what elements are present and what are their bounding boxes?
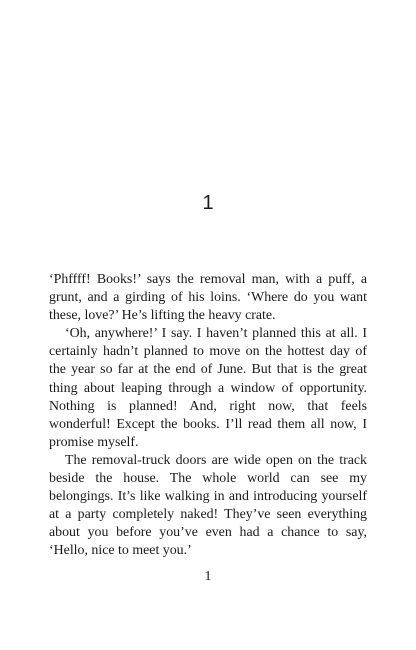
paragraph-2: ‘Oh, anywhere!’ I say. I haven’t planned this at all. I certainly hadn’t planned to move on the hottest day of the year so far at the end of June. But that is the great thing about leaping through a window of opportunity. Nothing is planned! And, right now, that feels wonderful! Except the books. I’ll read them all now, I promise myself. bbox=[49, 326, 367, 450]
chapter-number: 1 bbox=[202, 192, 214, 214]
chapter-body bbox=[49, 271, 367, 561]
page-number: 1 bbox=[204, 569, 212, 584]
paragraph-3: The removal-truck doors are wide open on the track beside the house. The whole world can see my belongings. It’s like walking in and introducing yourself at a party completely naked! They’ve seen everything about you before you’ve even had a chance to say, ‘Hello, nice to meet you.’ bbox=[49, 452, 367, 559]
paragraph-1: ‘Phffff! Books!’ says the removal man, with a puff, a grunt, and a girding of his loins. ‘Where do you want these, love?’ He’s lifting the heavy crate. bbox=[49, 272, 367, 324]
